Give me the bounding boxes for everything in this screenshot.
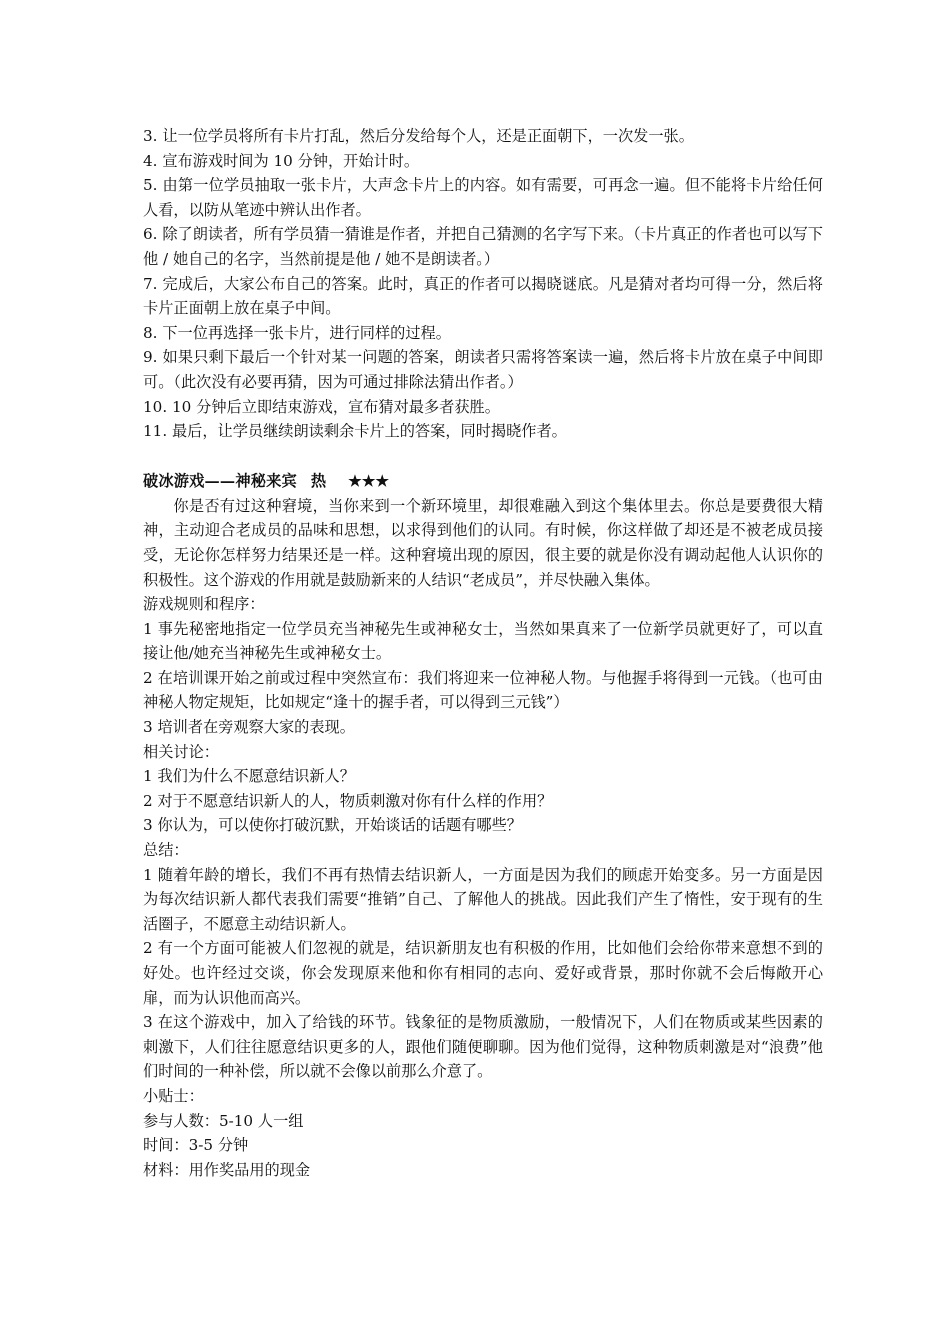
section-gap (143, 444, 823, 468)
document-page (143, 124, 823, 1182)
rule-item: 1 事先秘密地指定一位学员充当神秘先生或神秘女士，当然如果真来了一位新学员就更好了，可以直接让他/她充当神秘先生或神秘女士。 (143, 619, 823, 663)
rules-heading: 游戏规则和程序： (143, 595, 265, 614)
step-list (143, 124, 823, 444)
summary-item: 3 在这个游戏中，加入了给钱的环节。钱象征的是物质激励，一般情况下，人们在物质或某些因素的刺激下，人们往往愿意结识更多的人，跟他们随便聊聊。因为他们觉得，这种物质刺激是对“浪费”他们时间的一种补偿，所以就不会像以前那么介意了。 (143, 1013, 823, 1081)
game-title: 破冰游戏——神秘来宾 (143, 471, 297, 490)
tip-time: 时间：3-5 分钟 (143, 1136, 249, 1155)
step-item: 6. 除了朗读者，所有学员猜一猜谁是作者，并把自己猜测的名字写下来。（卡片真正的作者也可以写下他 / 她自己的名字，当然前提是他 / 她不是朗读者。） (143, 225, 823, 268)
step-item: 11. 最后，让学员继续朗读剩余卡片上的答案，同时揭晓作者。 (143, 422, 567, 441)
game-intro: 你是否有过这种窘境，当你来到一个新环境里，却很难融入到这个集体里去。你总是要费很大精神，主动迎合老成员的品味和思想，以求得到他们的认同。有时候，你这样做了却还是不被老成员接受，无论你怎样努力结果还是一样。这种窘境出现的原因，很主要的就是你没有调动起他人认识你的积极性。这个游戏的作用就是鼓励新来的人结识“老成员”，并尽快融入集体。 (143, 496, 823, 589)
summary-item: 1 随着年龄的增长，我们不再有热情去结识新人，一方面是因为我们的顾虑开始变多。另一方面是因为每次结识新人都代表我们需要“推销”自己、了解他人的挑战。因此我们产生了惰性，安于现有的生活圈子，不愿意主动结识新人。 (143, 865, 823, 933)
step-item: 5. 由第一位学员抽取一张卡片，大声念卡片上的内容。如有需要，可再念一遍。但不能将卡片给任何人看，以防从笔迹中辨认出作者。 (143, 176, 823, 219)
popularity-tag: 热 (310, 471, 327, 490)
summary-item: 2 有一个方面可能被人们忽视的就是，结识新朋友也有积极的作用，比如他们会给你带来意想不到的好处。也许经过交谈，你会发现原来他和你有相同的志向、爱好或背景，那时你就不会后悔敞开心扉，而为认识他而高兴。 (143, 939, 823, 1007)
tip-participants: 参与人数：5-10 人一组 (143, 1111, 304, 1130)
discussion-item: 2 对于不愿意结识新人的人，物质刺激对你有什么样的作用？ (143, 791, 553, 810)
game-heading (143, 468, 823, 494)
step-item: 10. 10 分钟后立即结束游戏，宣布猜对最多者获胜。 (143, 397, 500, 416)
step-item: 4. 宣布游戏时间为 10 分钟，开始计时。 (143, 151, 420, 170)
tips-heading: 小贴士： (143, 1086, 204, 1105)
rule-item: 2 在培训课开始之前或过程中突然宣布：我们将迎来一位神秘人物。与他握手将得到一元钱。（也可由神秘人物定规矩，比如规定“逢十的握手者，可以得到三元钱”） (143, 668, 823, 712)
step-item: 7. 完成后，大家公布自己的答案。此时，真正的作者可以揭晓谜底。凡是猜对者均可得一分，然后将卡片正面朝上放在桌子中间。 (143, 274, 823, 318)
step-item: 8. 下一位再选择一张卡片，进行同样的过程。 (143, 323, 451, 342)
discussion-item: 1 我们为什么不愿意结识新人？ (143, 767, 355, 786)
rule-item: 3 培训者在旁观察大家的表现。 (143, 718, 355, 737)
discussion-heading: 相关讨论： (143, 742, 219, 761)
tip-materials: 材料：用作奖品用的现金 (143, 1160, 311, 1179)
step-item: 9. 如果只剩下最后一个针对某一问题的答案，朗读者只需将答案读一遍，然后将卡片放在桌子中间即可。（此次没有必要再猜，因为可通过排除法猜出作者。） (143, 348, 823, 391)
step-item: 3. 让一位学员将所有卡片打乱，然后分发给每个人，还是正面朝下，一次发一张。 (143, 127, 694, 145)
star-rating: ★★★ (348, 471, 390, 490)
discussion-item: 3 你认为，可以使你打破沉默，开始谈话的话题有哪些？ (143, 816, 522, 835)
summary-heading: 总结： (143, 841, 189, 860)
